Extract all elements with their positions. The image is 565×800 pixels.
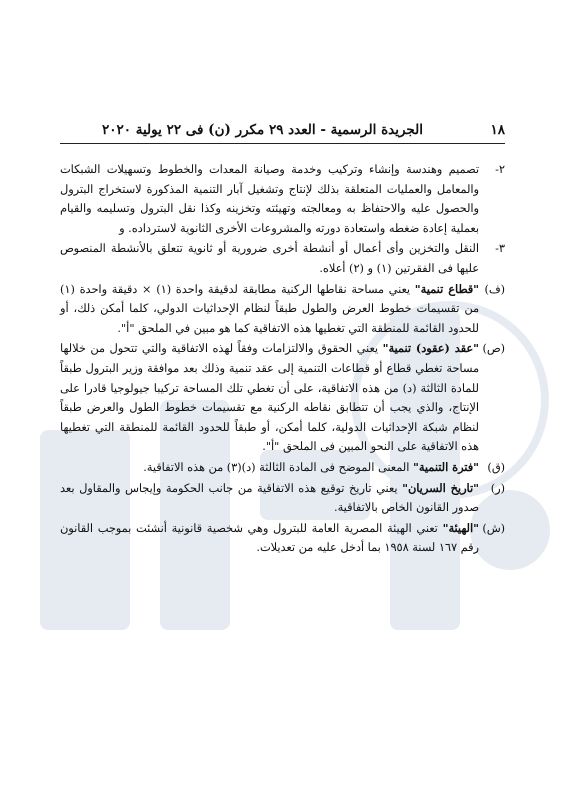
document-body [60,160,505,559]
clause-2 [60,160,505,238]
defined-term: "فترة التنمية" [412,459,479,474]
clause-marker: ٣- [495,242,505,256]
clause-text: النقل والتخزين وأى أعمال أو أنشطة أخرى ضرورية أو ثانوية تتعلق بالأنشطة المنصوص عليها فى الفقرتين (١) و (٢) أعلاه. [60,242,479,275]
definition-text: يعني تاريخ توقيع هذه الاتفاقية من جانب الحكومة وإيجاس والمقاول بعد صدور القانون الخاص بالاتفاقية. [60,481,479,515]
definition-text: تعني الهيئة المصرية العامة للبترول وهي شخصية قانونية أنشئت بموجب القانون رقم ١٦٧ لسنة ١٩٥٨ بما أدخل عليه من تعديلات. [60,521,479,555]
definition-effective-date [60,479,505,518]
page-number: ١٨ [490,122,505,138]
defined-term: "قطاع تنمية" [414,281,479,296]
definition-text: المعنى الموضح فى المادة الثالثة (د)(٣) من هذه الاتفاقية. [143,460,413,474]
clause-marker: (ص) [482,342,505,356]
definition-development-block [60,280,505,339]
page-header [60,120,505,144]
definition-text: يعني مساحة نقاطها الركنية مطابقة لدقيقة واحدة (١) × دقيقة واحدة (١) من تقسيمات خطوط العرض والطول طبقاً لنظام الإحداثيات الدولي، كلما أمكن ذلك، أو للحدود القائمة للمنطقة التي تغطيها هذه الاتفاقية كما هو مبين في الملحق "أ". [60,282,479,335]
defined-term: "الهيئة" [442,520,479,535]
clause-marker: (ر) [490,481,505,495]
clause-marker: ٢- [495,163,505,176]
definition-egpc [60,519,505,558]
defined-term: "تاريخ السريان" [402,480,479,495]
clause-text: تصميم وهندسة وإنشاء وتركيب وخدمة وصيانة المعدات والخطوط وتسهيلات الشبكات والمعامل والعمليات المتعلقة بذلك لإنتاج وتشغيل آبار التنمية المذكورة لاستخراج البترول والحصول عليه والاحتفاظ به ومعالجته وتهيئته وتخزينه وكذا نقل البترول وتسليمه والقيام بعملية إعادة ضغطه واستعادة دورته والمشروعات الأخرى الثانوية لاسترداده. و [60,163,479,235]
header-divider [60,143,505,144]
definition-text: يعني الحقوق والالتزامات وفقاً لهذه الاتفاقية والتي تتحول من خلالها مساحة تغطي قطاع أو قطاعات التنمية إلى عقد تنمية وذلك بعد موافقة وزير البترول طبقاً للمادة الثالثة (د) من هذه الاتفاقية، على أن تغطي تلك المساحة تركيبا جيولوجيا قادرا على الإنتاج، والذي يجب أن تتطابق نقاطه الركنية مع تقسيمات خطوط الطول والعرض طبقاً لنظام شبكة الإحداثيات الدولية، كلما أمكن، أو طبقاً للحدود القائمة للمنطقة التي تغطيها هذه الاتفاقية على النحو المبين فى الملحق "أ". [60,342,479,454]
clause-marker: (ش) [482,521,505,535]
definition-development-period [60,458,505,478]
gazette-title: الجريدة الرسمية - العدد ٢٩ مكرر (ن) فى ٢٢ يولية ٢٠٢٠ [101,122,424,138]
definition-development-lease [60,339,505,457]
clause-marker: (ق) [487,460,505,474]
clause-marker: (ف) [484,282,505,296]
clause-3 [60,239,505,278]
defined-term: "عقد (عقود) تنمية" [382,341,479,356]
